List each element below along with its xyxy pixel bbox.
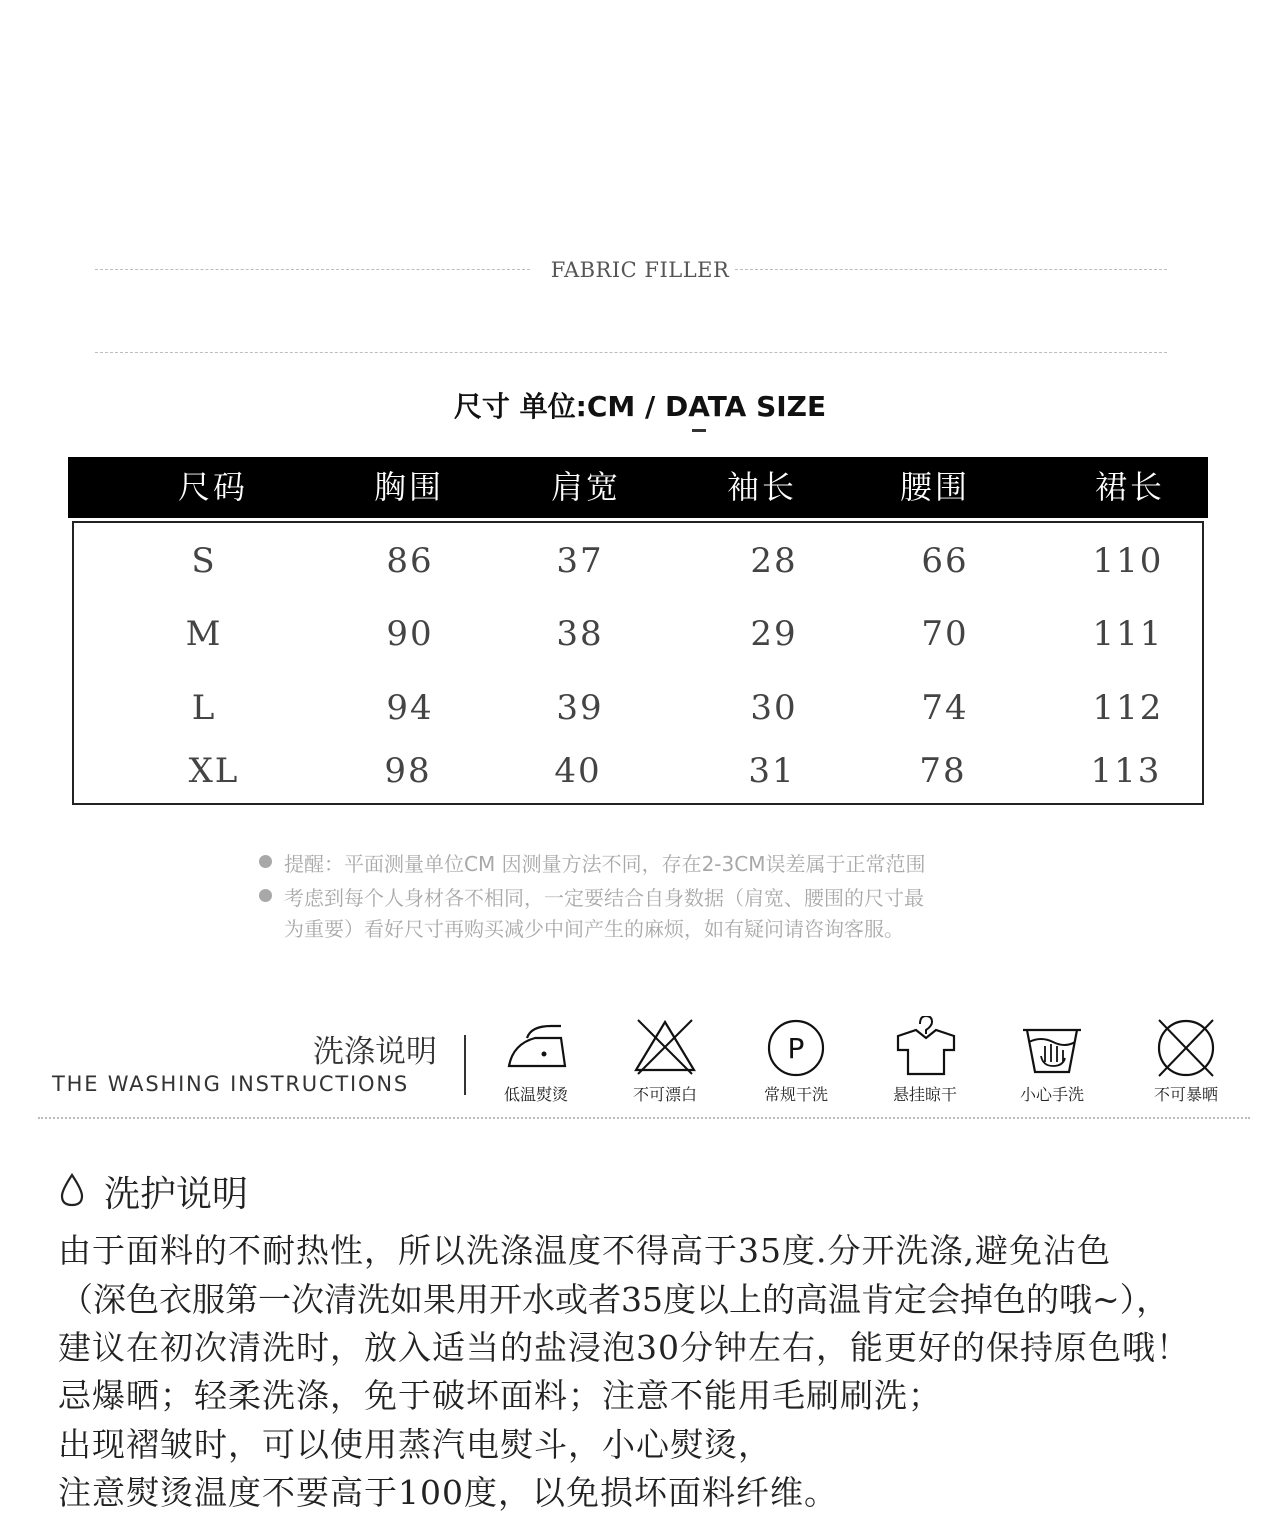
table-cell: XL [188, 751, 240, 791]
care-line: 由于面料的不耐热性，所以洗涤温度不得高于35度.分开洗涤,避免沾色 [58, 1231, 1111, 1270]
table-cell: 111 [1092, 614, 1164, 654]
svg-text:P: P [787, 1032, 805, 1065]
care-line: 忌爆晒；轻柔洗涤，免于破坏面料；注意不能用毛刷刷洗； [58, 1376, 942, 1415]
header-chest: 胸围 [373, 468, 444, 506]
hand-wash-icon [1007, 1016, 1097, 1106]
table-cell: 40 [554, 751, 602, 791]
header-shoulder: 肩宽 [550, 468, 621, 506]
table-cell: 110 [1092, 541, 1164, 581]
no-bleach-icon [620, 1016, 710, 1106]
table-cell: 90 [386, 614, 434, 654]
fabric-filler-title: FABRIC FILLER [550, 258, 730, 282]
table-cell: L [191, 688, 217, 728]
care-line: （深色衣服第一次清洗如果用开水或者35度以上的高温肯定会掉色的哦~）， [60, 1280, 1170, 1319]
care-title: 洗护说明 [104, 1174, 249, 1215]
dry-clean-p-icon [751, 1016, 841, 1106]
table-cell: 29 [750, 614, 798, 654]
no-tumble-dry-icon [1141, 1016, 1231, 1106]
table-cell: 28 [750, 541, 798, 581]
icon-label: 不可漂白 [632, 1085, 697, 1104]
table-cell: 70 [921, 614, 969, 654]
table-cell: 74 [921, 688, 969, 728]
washing-divider [38, 1117, 1250, 1119]
table-cell: 38 [556, 614, 604, 654]
icon-label: 悬挂晾干 [892, 1085, 957, 1104]
care-line: 注意熨烫温度不要高于100度，以免损坏面料纤维。 [58, 1473, 838, 1512]
table-cell: 112 [1092, 688, 1164, 728]
table-cell: 98 [384, 751, 432, 791]
icon-label: 小心手洗 [1019, 1085, 1084, 1104]
table-cell: 31 [748, 751, 796, 791]
table-cell: S [191, 541, 217, 581]
header-size: 尺码 [177, 468, 248, 506]
washing-separator [464, 1035, 466, 1095]
note-line: 提醒：平面测量单位CM 因测量方法不同，存在2-3CM误差属于正常范围 [284, 852, 926, 876]
note-bullet [259, 855, 272, 868]
hang-dry-icon [880, 1016, 970, 1106]
size-table-header [68, 457, 1208, 518]
title-underline [692, 429, 706, 432]
washing-title-cn: 洗涤说明 [313, 1034, 437, 1070]
table-cell: 37 [556, 541, 604, 581]
table-cell: 94 [386, 688, 434, 728]
icon-label: 常规干洗 [763, 1085, 828, 1104]
note-line: 考虑到每个人身材各不相同，一定要结合自身数据（肩宽、腰围的尺寸最 [284, 886, 924, 910]
table-cell: 66 [921, 541, 969, 581]
icon-label: 不可暴晒 [1153, 1085, 1218, 1104]
note-line: 为重要）看好尺寸再购买减少中间产生的麻烦，如有疑问请咨询客服。 [284, 917, 904, 941]
fabric-divider-right [735, 269, 1167, 270]
iron-low-temp-icon [491, 1016, 581, 1106]
table-cell: 113 [1090, 751, 1162, 791]
header-sleeve: 袖长 [726, 468, 797, 506]
water-drop-icon [58, 1172, 86, 1208]
header-length: 裙长 [1094, 468, 1165, 506]
note-bullet [259, 889, 272, 902]
table-cell: 86 [386, 541, 434, 581]
table-cell: 39 [556, 688, 604, 728]
icon-label: 低温熨烫 [503, 1085, 568, 1104]
size-section-title: 尺寸 单位:CM / DATA SIZE [453, 390, 827, 423]
care-line: 建议在初次清洗时，放入适当的盐浸泡30分钟左右，能更好的保持原色哦！ [58, 1328, 1190, 1367]
table-cell: M [185, 614, 223, 654]
table-cell: 78 [919, 751, 967, 791]
header-waist: 腰围 [899, 468, 970, 506]
size-table-body [72, 521, 1204, 805]
care-line: 出现褶皱时，可以使用蒸汽电熨斗，小心熨烫， [58, 1425, 772, 1464]
table-cell: 30 [750, 688, 798, 728]
section-divider [95, 352, 1167, 353]
washing-title-en: THE WASHING INSTRUCTIONS [52, 1072, 409, 1096]
